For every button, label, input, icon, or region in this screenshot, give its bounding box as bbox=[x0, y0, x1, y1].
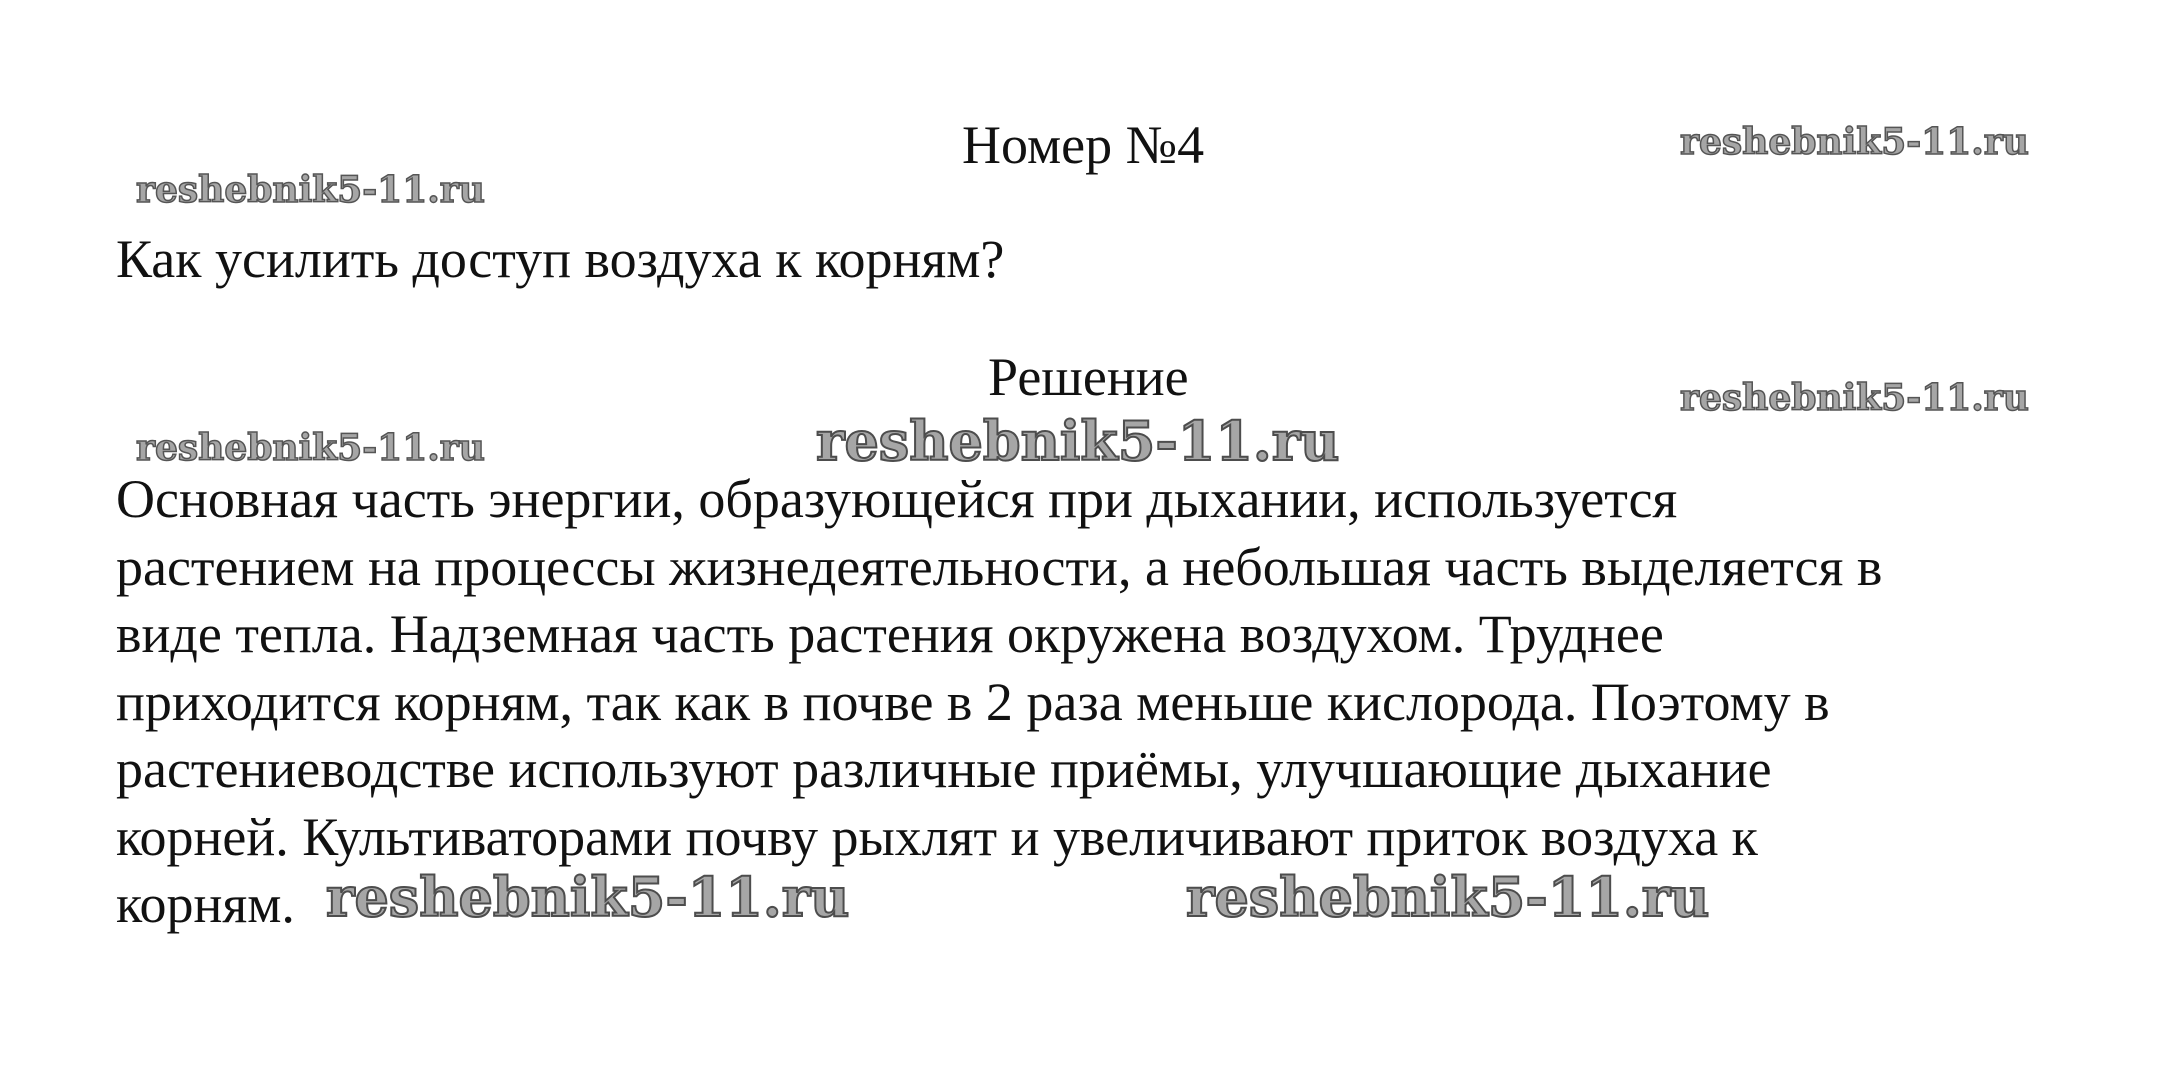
answer-line: виде тепла. Надземная часть растения окружена воздухом. Труднее bbox=[116, 604, 1664, 664]
question-text: Как усилить доступ воздуха к корням? bbox=[116, 229, 1005, 289]
watermark: reshebnik5-11.ru bbox=[136, 427, 485, 469]
watermark: reshebnik5-11.ru bbox=[326, 865, 850, 929]
answer-line: корней. Культиваторами почву рыхлят и увеличивают приток воздуха к bbox=[116, 806, 1758, 867]
watermark: reshebnik5-11.ru bbox=[1186, 865, 1710, 929]
answer-line: растениеводстве используют различные приёмы, улучшающие дыхание bbox=[116, 739, 1772, 799]
watermark: reshebnik5-11.ru bbox=[1680, 377, 2029, 419]
answer-line: корням. bbox=[116, 874, 295, 934]
answer-line: приходится корням, так как в почве в 2 раза меньше кислорода. Поэтому в bbox=[116, 671, 1830, 732]
answer-line: растением на процессы жизнедеятельности, а небольшая часть выделяется в bbox=[116, 536, 1883, 597]
watermark: reshebnik5-11.ru bbox=[1680, 121, 2029, 163]
answer-line: Основная часть энергии, образующейся при дыхании, используется bbox=[116, 469, 1678, 529]
watermark: reshebnik5-11.ru bbox=[136, 169, 485, 211]
exercise-title: Номер №4 bbox=[962, 115, 1205, 175]
solution-heading: Решение bbox=[988, 347, 1189, 407]
watermark: reshebnik5-11.ru bbox=[816, 409, 1340, 473]
